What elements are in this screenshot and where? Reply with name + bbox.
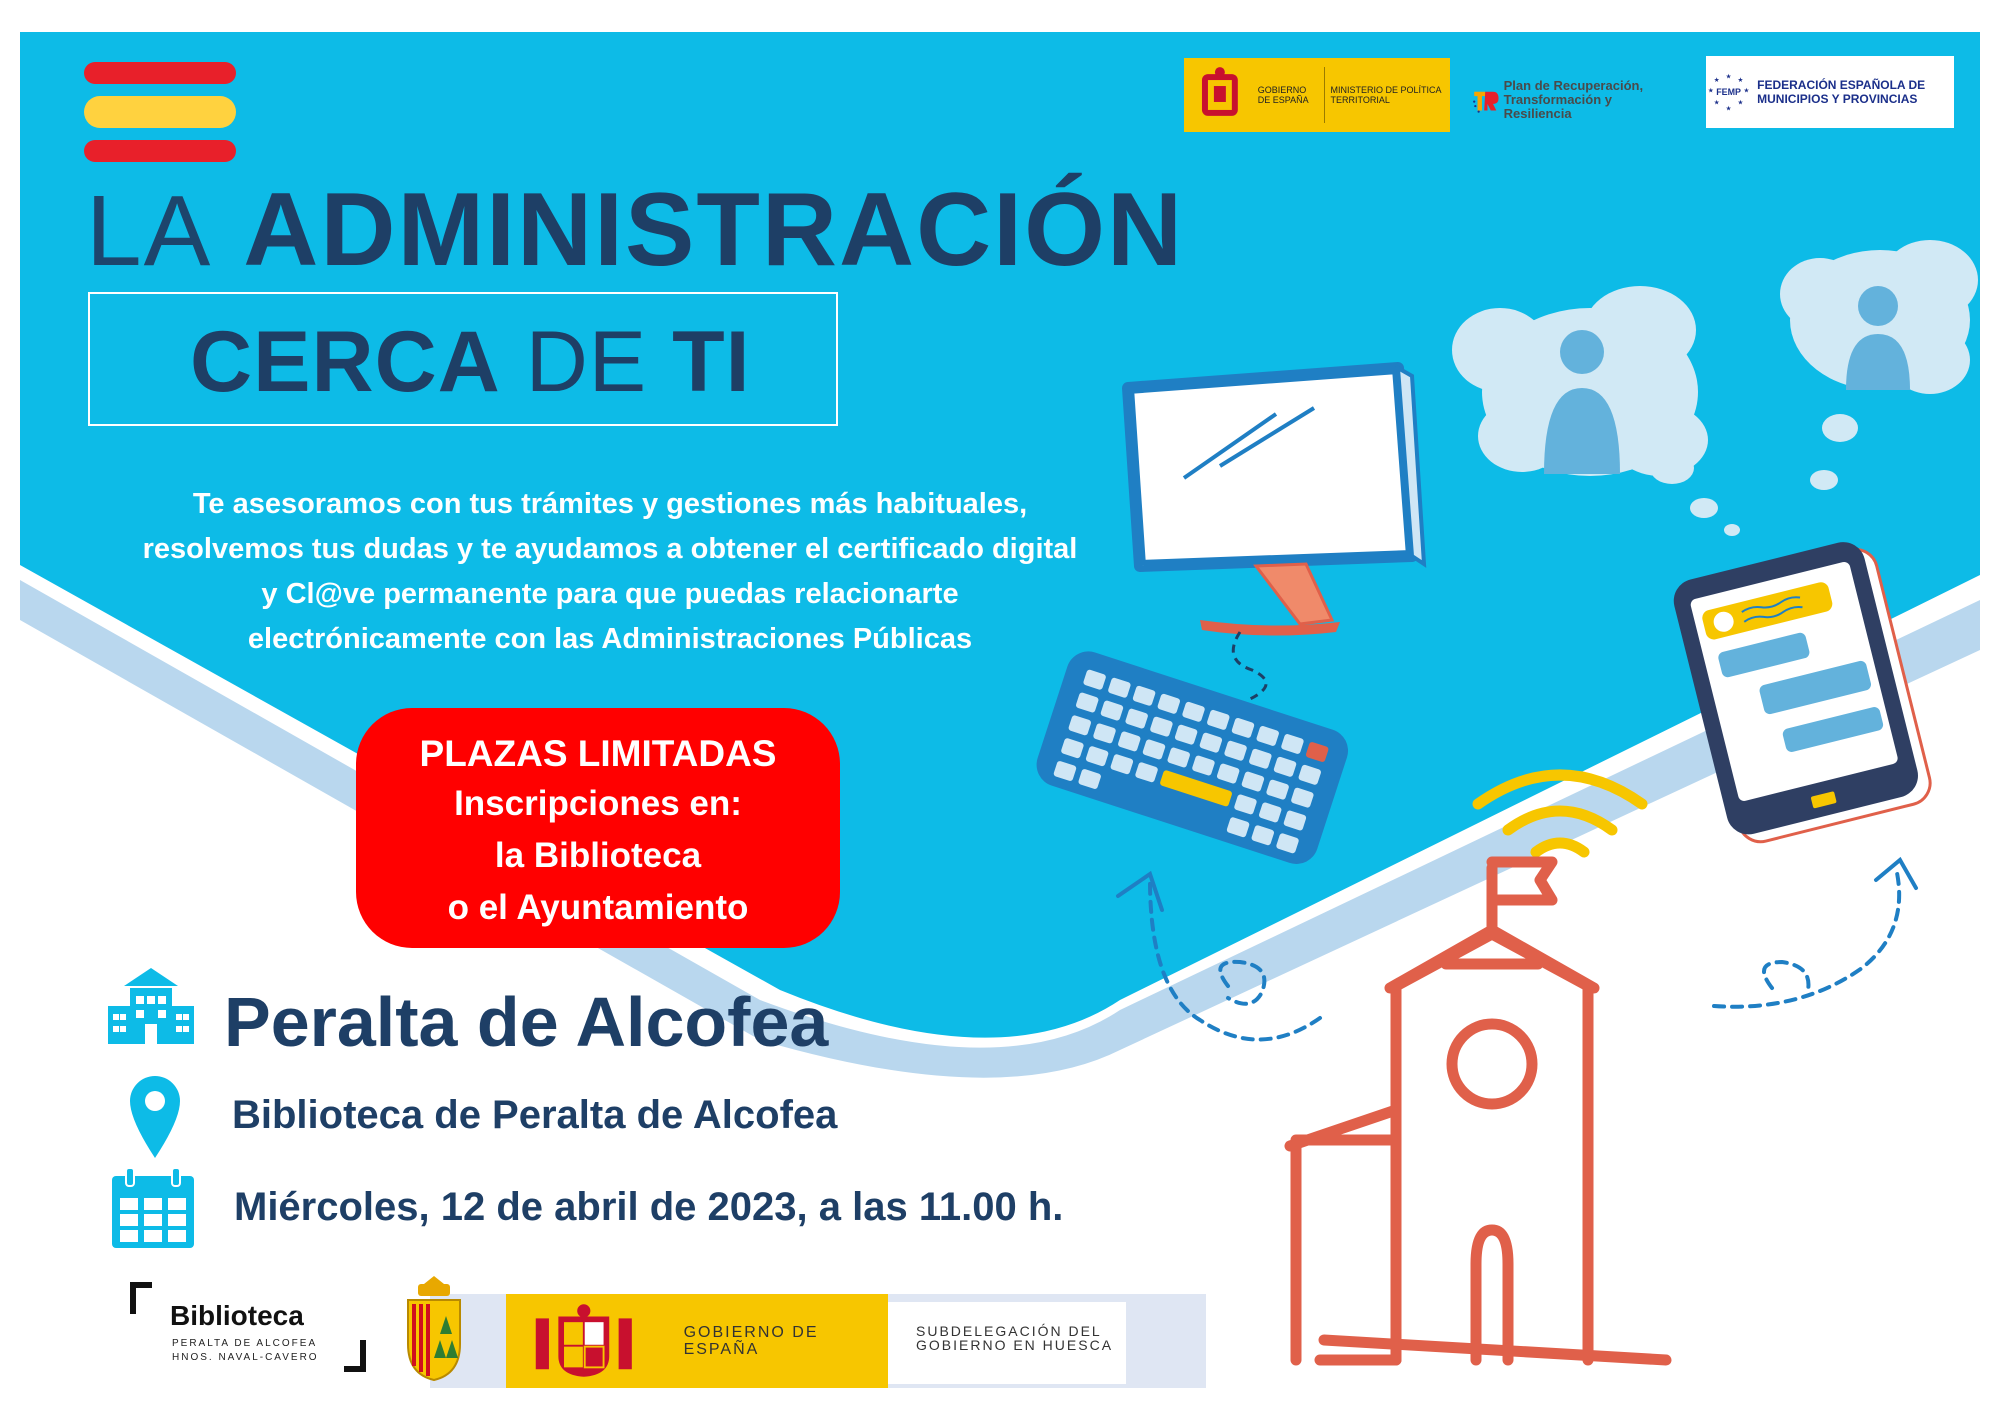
svg-text:★: ★: [1725, 104, 1732, 113]
plazas-line-2: Inscripciones en:: [454, 784, 742, 823]
plazas-badge: [356, 708, 840, 948]
footer-gobierno-label: GOBIERNO DE ESPAÑA: [683, 1324, 819, 1358]
subtitle-ti: TI: [672, 314, 751, 410]
flag-icon: [84, 62, 236, 162]
coat-of-arms-icon: [1194, 66, 1246, 124]
location-pin-icon: [128, 1074, 182, 1160]
biblioteca-name: Biblioteca: [170, 1300, 304, 1331]
prtr-label: Plan de Recuperación, Transformación y Resiliencia: [1503, 78, 1644, 121]
event-place: Peralta de Alcofea: [224, 983, 829, 1061]
svg-text:★: ★: [1713, 75, 1720, 84]
title-administracion: ADMINISTRACIÓN: [243, 172, 1185, 288]
coat-of-arms-icon: [532, 1301, 636, 1381]
divider: [1324, 67, 1325, 123]
femp-label: FEDERACIÓN ESPAÑOLA DE MUNICIPIOS Y PROVINCIAS: [1757, 78, 1926, 106]
gobierno-espana-footer-logo: [506, 1294, 888, 1388]
plazas-line-4: o el Ayuntamiento: [447, 888, 749, 927]
svg-text:★: ★: [1713, 98, 1720, 107]
svg-text:★: ★: [1725, 72, 1732, 81]
title-la: LA: [86, 175, 213, 287]
femp-mark-text: FEMP: [1716, 86, 1741, 97]
svg-text:★: ★: [1737, 98, 1744, 107]
subtitle: [190, 312, 751, 412]
town-hall-icon: [106, 966, 196, 1046]
event-date: Miércoles, 12 de abril de 2023, a las 11.00 h.: [234, 1185, 1064, 1229]
svg-text:★: ★: [1743, 86, 1750, 95]
ministerio-label: MINISTERIO DE POLÍTICA TERRITORIAL: [1330, 85, 1442, 105]
femp-logo: [1706, 56, 1954, 128]
event-venue: Biblioteca de Peralta de Alcofea: [232, 1093, 838, 1137]
femp-stars-icon: [1706, 57, 1751, 127]
corner-mark: [344, 1340, 366, 1372]
svg-text:★: ★: [1737, 75, 1744, 84]
corner-mark: [130, 1282, 152, 1314]
gobierno-label: GOBIERNO DE ESPAÑA: [1257, 85, 1309, 105]
plazas-title: PLAZAS LIMITADAS: [419, 733, 777, 774]
calendar-icon: [110, 1166, 196, 1250]
svg-text:★: ★: [1707, 86, 1714, 95]
municipal-shield-icon: [404, 1274, 464, 1384]
subdelegacion-label: SUBDELEGACIÓN DEL GOBIERNO EN HUESCA: [916, 1323, 1114, 1353]
biblioteca-logo: [130, 1282, 366, 1372]
gobierno-espana-logo: [1184, 58, 1450, 132]
biblioteca-sub-2: HNOS. NAVAL-CAVERO: [172, 1352, 319, 1363]
prtr-logo: [1472, 70, 1682, 130]
description-text: Te asesoramos con tus trámites y gestiones más habituales, resolvemos tus dudas y te ayudamos a obtener el certificado digital y Cl@ve permanente para que puedas relacionarte electrónicamente con las Administraciones Públicas: [142, 488, 1078, 655]
subtitle-de: DE: [525, 314, 648, 410]
biblioteca-sub-1: PERALTA DE ALCOFEA: [172, 1338, 318, 1349]
subtitle-cerca: CERCA: [190, 314, 501, 410]
page-title: [86, 170, 1184, 291]
plazas-line-3: la Biblioteca: [494, 836, 702, 875]
subdelegacion-box: [888, 1302, 1126, 1384]
prtr-mark-icon: [1472, 75, 1500, 125]
